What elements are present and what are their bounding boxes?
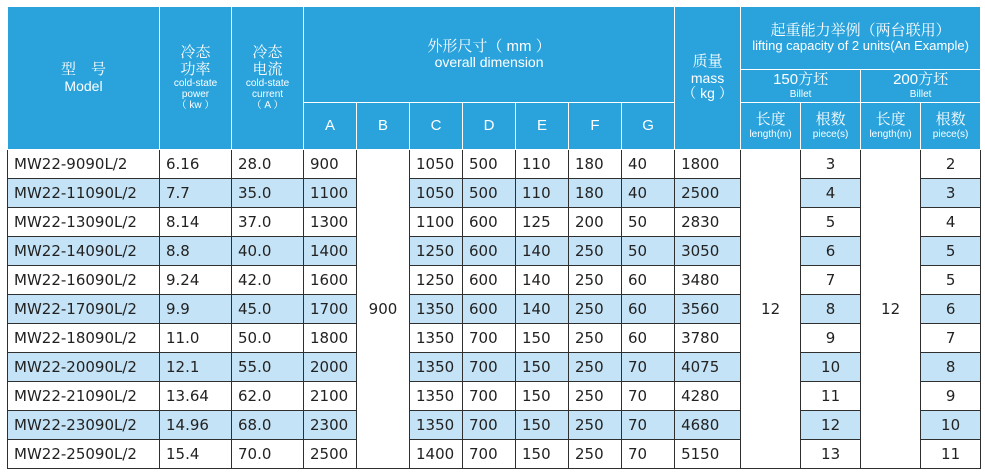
mass-cell: 4075 (675, 353, 741, 382)
dim-e-cell: 150 (516, 440, 569, 469)
dim-g-cell: 70 (622, 382, 675, 411)
dim-a-cell: 900 (304, 150, 357, 179)
model-cell: MW22-11090L/2 (8, 179, 160, 208)
dim-f-cell: 250 (569, 324, 622, 353)
current-cell: 37.0 (232, 208, 304, 237)
dim-g-cell: 40 (622, 179, 675, 208)
dim-a-header-label: A (324, 117, 335, 135)
current-header-zh2: 电流 (252, 60, 283, 78)
dim-f-cell: 250 (569, 440, 622, 469)
dim-c-cell: 1350 (410, 353, 463, 382)
model-cell: MW22-16090L/2 (8, 266, 160, 295)
dim-e-cell: 140 (516, 237, 569, 266)
table-row (8, 353, 981, 382)
dim-c-cell: 1400 (410, 440, 463, 469)
dim-a-cell: 2300 (304, 411, 357, 440)
model-header-zh: 型 号 (60, 61, 106, 79)
table-row (8, 208, 981, 237)
billet200-header-zh: 200方坯 (893, 71, 949, 89)
table-row (8, 179, 981, 208)
dim-a-cell: 1700 (304, 295, 357, 324)
mass-cell: 3560 (675, 295, 741, 324)
dim-g-cell: 60 (622, 266, 675, 295)
length150-header-en: length(m) (749, 128, 792, 140)
dim-c-cell: 1350 (410, 324, 463, 353)
current-header-en2: current (251, 89, 284, 100)
dim-b-header (357, 103, 410, 150)
dim-g-cell: 60 (622, 295, 675, 324)
dim-g-cell: 50 (622, 237, 675, 266)
pieces150-cell: 6 (801, 237, 861, 266)
model-header-en: Model (64, 77, 103, 94)
dim-d-cell: 600 (463, 266, 516, 295)
pieces200-header (921, 103, 981, 150)
dim-c-cell: 1250 (410, 237, 463, 266)
pieces150-cell: 8 (801, 295, 861, 324)
dim-f-header (569, 103, 622, 150)
current-header-en1: cold-state (245, 78, 290, 89)
dimension-header-en: overall dimension (434, 54, 544, 71)
dim-f-cell: 250 (569, 411, 622, 440)
power-header-en1: cold-state (173, 78, 218, 89)
dim-e-cell: 140 (516, 266, 569, 295)
pieces150-cell: 3 (801, 150, 861, 179)
dim-c-header-label: C (430, 117, 442, 135)
dim-b-merged-cell: 900 (357, 150, 410, 469)
dim-c-cell: 1350 (410, 295, 463, 324)
dim-d-cell: 700 (463, 353, 516, 382)
mass-cell: 2830 (675, 208, 741, 237)
pieces150-header (801, 103, 861, 150)
power-cell: 11.0 (160, 324, 232, 353)
dim-d-cell: 600 (463, 295, 516, 324)
dim-f-cell: 250 (569, 295, 622, 324)
billet150-header-zh: 150方坯 (773, 71, 829, 89)
power-header (160, 7, 232, 150)
mass-cell: 5150 (675, 440, 741, 469)
current-header (232, 7, 304, 150)
model-cell: MW22-21090L/2 (8, 382, 160, 411)
dimension-header-zh: 外形尺寸（ mm ） (427, 37, 551, 55)
table-row (8, 150, 981, 179)
pieces150-cell: 5 (801, 208, 861, 237)
table-row (8, 411, 981, 440)
model-cell: MW22-25090L/2 (8, 440, 160, 469)
mass-header-en: mass (690, 69, 725, 86)
dim-d-cell: 700 (463, 382, 516, 411)
dim-b-header-label: B (377, 117, 388, 135)
lifting-header-en: lifting capacity of 2 units(An Example) (752, 38, 969, 54)
power-cell: 14.96 (160, 411, 232, 440)
power-cell: 9.9 (160, 295, 232, 324)
mass-header-zh: 质量 (692, 53, 723, 71)
length150-header (741, 103, 801, 150)
current-cell: 35.0 (232, 179, 304, 208)
mass-cell: 3480 (675, 266, 741, 295)
dim-f-cell: 180 (569, 179, 622, 208)
current-cell: 62.0 (232, 382, 304, 411)
dim-c-cell: 1350 (410, 411, 463, 440)
dim-d-cell: 700 (463, 440, 516, 469)
dim-g-cell: 70 (622, 411, 675, 440)
model-cell: MW22-9090L/2 (8, 150, 160, 179)
model-cell: MW22-23090L/2 (8, 411, 160, 440)
billet200-header-en: Billet (909, 88, 932, 100)
dim-e-cell: 110 (516, 179, 569, 208)
pieces150-header-en: piece(s) (812, 128, 849, 140)
pieces200-header-zh: 根数 (935, 111, 966, 129)
dim-g-cell: 70 (622, 353, 675, 382)
dim-c-cell: 1050 (410, 179, 463, 208)
mass-header (675, 7, 741, 150)
model-header (8, 7, 160, 150)
power-cell: 12.1 (160, 353, 232, 382)
dim-a-cell: 1800 (304, 324, 357, 353)
dim-d-cell: 700 (463, 411, 516, 440)
dim-e-cell: 150 (516, 382, 569, 411)
current-cell: 50.0 (232, 324, 304, 353)
dim-d-cell: 600 (463, 208, 516, 237)
pieces200-cell: 7 (921, 324, 981, 353)
mass-cell: 4680 (675, 411, 741, 440)
length200-header (861, 103, 921, 150)
power-cell: 7.7 (160, 179, 232, 208)
pieces200-cell: 5 (921, 237, 981, 266)
pieces200-cell: 6 (921, 295, 981, 324)
dim-c-header (410, 103, 463, 150)
power-cell: 13.64 (160, 382, 232, 411)
mass-cell: 4280 (675, 382, 741, 411)
dim-e-header-label: E (536, 117, 547, 135)
dim-f-cell: 250 (569, 382, 622, 411)
pieces150-cell: 12 (801, 411, 861, 440)
table-row (8, 440, 981, 469)
spec-table (7, 6, 981, 469)
dim-a-cell: 2500 (304, 440, 357, 469)
dim-d-cell: 500 (463, 179, 516, 208)
billet200-header (861, 70, 981, 103)
dim-a-cell: 1100 (304, 179, 357, 208)
dim-f-header-label: F (590, 117, 600, 135)
dim-c-cell: 1250 (410, 266, 463, 295)
power-cell: 15.4 (160, 440, 232, 469)
length150-header-zh: 长度 (755, 111, 786, 129)
dim-f-cell: 250 (569, 237, 622, 266)
pieces150-cell: 13 (801, 440, 861, 469)
mass-cell: 1800 (675, 150, 741, 179)
dim-g-header-label: G (642, 117, 654, 135)
power-header-zh1: 冷态 (180, 44, 211, 61)
dim-f-cell: 250 (569, 353, 622, 382)
model-cell: MW22-13090L/2 (8, 208, 160, 237)
pieces150-cell: 10 (801, 353, 861, 382)
dim-d-header-label: D (483, 117, 495, 135)
table-row (8, 324, 981, 353)
dim-e-cell: 125 (516, 208, 569, 237)
current-cell: 68.0 (232, 411, 304, 440)
mass-cell: 3050 (675, 237, 741, 266)
lifting-header (741, 7, 981, 70)
pieces150-cell: 11 (801, 382, 861, 411)
dim-d-header (463, 103, 516, 150)
model-cell: MW22-14090L/2 (8, 237, 160, 266)
dim-e-header (516, 103, 569, 150)
pieces150-cell: 7 (801, 266, 861, 295)
pieces200-cell: 8 (921, 353, 981, 382)
pieces200-cell: 4 (921, 208, 981, 237)
pieces200-header-en: piece(s) (932, 128, 969, 140)
length200-merged-cell: 12 (861, 150, 921, 469)
length150-merged-cell: 12 (741, 150, 801, 469)
pieces150-cell: 4 (801, 179, 861, 208)
dim-c-cell: 1050 (410, 150, 463, 179)
dim-f-cell: 250 (569, 266, 622, 295)
lifting-header-zh: 起重能力举例（两台联用） (770, 21, 951, 39)
dim-f-cell: 180 (569, 150, 622, 179)
mass-header-unit: （ kg ） (682, 85, 733, 102)
mass-cell: 3780 (675, 324, 741, 353)
billet150-header-en: Billet (789, 88, 812, 100)
dim-e-cell: 140 (516, 295, 569, 324)
table-row (8, 382, 981, 411)
dim-a-cell: 1400 (304, 237, 357, 266)
current-cell: 55.0 (232, 353, 304, 382)
power-cell: 8.14 (160, 208, 232, 237)
dim-d-cell: 600 (463, 237, 516, 266)
current-cell: 42.0 (232, 266, 304, 295)
power-cell: 9.24 (160, 266, 232, 295)
model-cell: MW22-17090L/2 (8, 295, 160, 324)
billet150-header (741, 70, 861, 103)
pieces200-cell: 5 (921, 266, 981, 295)
pieces200-cell: 3 (921, 179, 981, 208)
dim-e-cell: 110 (516, 150, 569, 179)
dim-a-cell: 2000 (304, 353, 357, 382)
pieces150-header-zh: 根数 (815, 111, 846, 129)
table-row (8, 266, 981, 295)
pieces200-cell: 9 (921, 382, 981, 411)
dim-a-cell: 2100 (304, 382, 357, 411)
power-header-zh2: 功率 (180, 60, 211, 78)
dim-g-cell: 50 (622, 208, 675, 237)
dim-g-header (622, 103, 675, 150)
dim-a-cell: 1300 (304, 208, 357, 237)
dim-d-cell: 500 (463, 150, 516, 179)
dim-f-cell: 200 (569, 208, 622, 237)
current-header-zh1: 冷态 (252, 44, 283, 61)
pieces200-cell: 10 (921, 411, 981, 440)
table-row (8, 237, 981, 266)
dim-a-cell: 1600 (304, 266, 357, 295)
mass-cell: 2500 (675, 179, 741, 208)
pieces200-cell: 2 (921, 150, 981, 179)
dim-e-cell: 150 (516, 353, 569, 382)
dim-c-cell: 1100 (410, 208, 463, 237)
current-cell: 70.0 (232, 440, 304, 469)
model-cell: MW22-20090L/2 (8, 353, 160, 382)
dim-e-cell: 150 (516, 411, 569, 440)
power-header-en2: power (181, 89, 210, 100)
length200-header-en: length(m) (869, 128, 912, 140)
power-cell: 6.16 (160, 150, 232, 179)
pieces200-cell: 11 (921, 440, 981, 469)
current-header-unit: （ A ） (251, 100, 284, 111)
power-header-unit: （ kw ） (176, 100, 215, 111)
length200-header-zh: 长度 (875, 111, 906, 129)
dim-d-cell: 700 (463, 324, 516, 353)
dim-e-cell: 150 (516, 324, 569, 353)
dim-g-cell: 40 (622, 150, 675, 179)
dim-c-cell: 1350 (410, 382, 463, 411)
pieces150-cell: 9 (801, 324, 861, 353)
current-cell: 45.0 (232, 295, 304, 324)
dim-g-cell: 70 (622, 440, 675, 469)
model-cell: MW22-18090L/2 (8, 324, 160, 353)
dimension-header (304, 7, 675, 103)
dim-g-cell: 60 (622, 324, 675, 353)
table-row (8, 295, 981, 324)
current-cell: 28.0 (232, 150, 304, 179)
dim-a-header (304, 103, 357, 150)
power-cell: 8.8 (160, 237, 232, 266)
current-cell: 40.0 (232, 237, 304, 266)
